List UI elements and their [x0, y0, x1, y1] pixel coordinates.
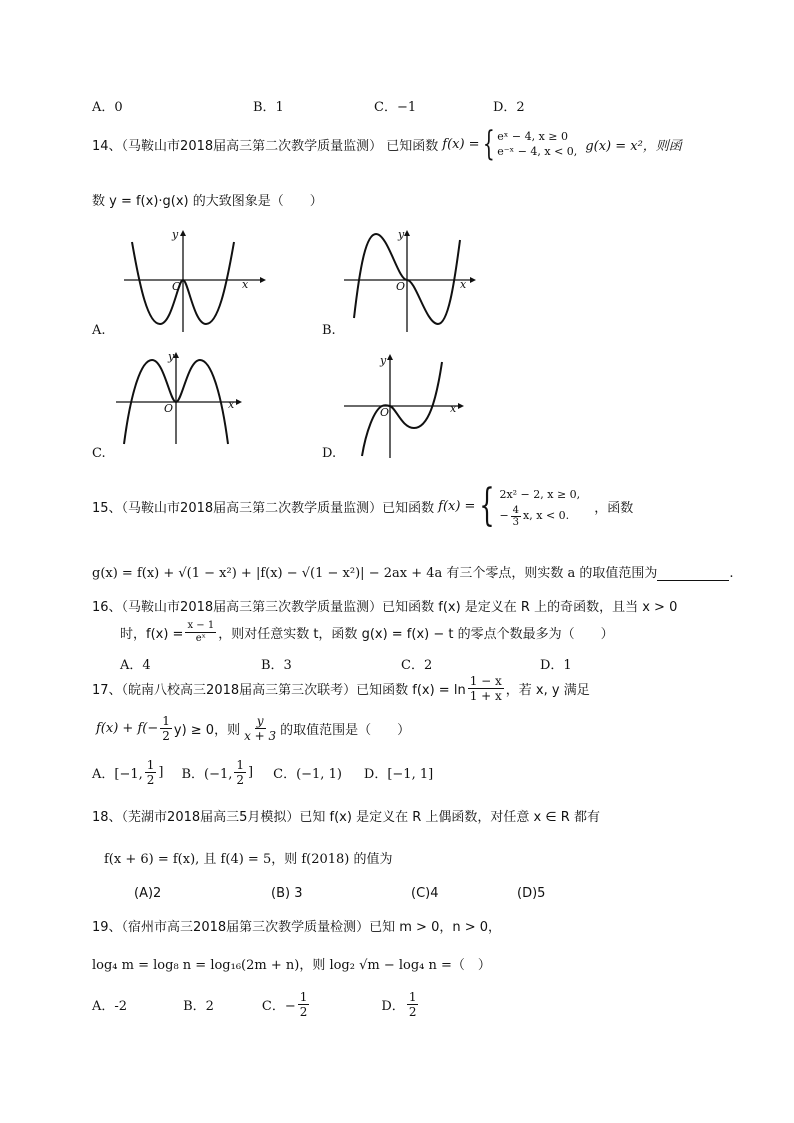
q17-line1-pre: 17、（皖南八校高三2018届高三第三次联考）已知函数 f(x) = ln: [92, 683, 466, 698]
q17-option-a-pre: A．[−1,: [92, 767, 143, 782]
q13-option-d: D．2: [493, 100, 525, 115]
q17-option-c: C．(−1, 1): [273, 767, 342, 782]
q17-ratio-num: y: [256, 714, 264, 728]
q19-option-a: A．-2: [92, 999, 128, 1014]
q13-option-a: A．0: [92, 100, 123, 115]
q19-option-d: [381, 990, 420, 1019]
q19-option-c: [262, 990, 311, 1019]
q17-line2: [96, 714, 410, 743]
q17-option-b-num: 1: [236, 758, 245, 772]
q17-line2-post: 的取值范围是（ ）: [280, 723, 411, 738]
q18-option-d: (D)5: [517, 886, 546, 901]
q19-option-c-den: 2: [299, 1005, 308, 1019]
q17-half-num: 1: [162, 714, 170, 728]
graph-d-y-label: y: [380, 354, 387, 367]
graph-b: [340, 226, 490, 334]
graph-d: [340, 352, 480, 462]
q16-line2-post: ，则对任意实数 t，函数 g(x) = f(x) − t 的零点个数最多为（ ）: [218, 627, 614, 642]
q15-case2-frac: [511, 505, 521, 528]
q16-option-c: C．2: [401, 658, 433, 673]
q16-option-d: D．1: [540, 658, 572, 673]
q19-options: [92, 990, 420, 1019]
q16-frac-num: x − 1: [187, 620, 215, 631]
q17-ln-frac-num: 1 − x: [469, 674, 502, 688]
q15-prefix: 15、（马鞍山市2018届高三第二次教学质量监测）已知函数: [92, 500, 435, 516]
graph-a-label: A.: [92, 323, 106, 338]
q17-option-a-den: 2: [146, 773, 155, 787]
q17-option-b: [181, 758, 253, 787]
q19-option-c-pre: C．−: [261, 999, 296, 1014]
q17-ratio-den: x + 3: [244, 729, 277, 743]
q19-line2: log₄ m = log₈ n = log₁₆(2m + n)，则 log₂ √m − log₄ n =（ ）: [92, 958, 491, 973]
q15-case2: [499, 505, 580, 528]
q15-stem: [92, 480, 634, 531]
q15-case2-sign: −: [499, 509, 509, 522]
q16-line2: [120, 620, 614, 645]
q14-gx: g(x) = x²，则函: [585, 138, 682, 154]
q19-option-d-frac: [407, 990, 419, 1019]
graph-a: [120, 228, 270, 336]
q17-option-a-frac: [145, 758, 157, 787]
q17-option-a-num: 1: [146, 758, 155, 772]
q17-option-a: [92, 758, 163, 787]
q14-case2: e⁻ˣ − 4, x < 0,: [497, 145, 578, 158]
q15-fx-label: f(x) =: [438, 498, 476, 514]
q17-half-frac: [160, 714, 172, 743]
q18-option-a: (A)2: [134, 886, 162, 901]
q19-option-b: B．2: [183, 999, 214, 1014]
graph-d-label: D.: [322, 446, 337, 461]
q16-option-b: B．3: [261, 658, 292, 673]
graph-a-x-label: x: [242, 278, 249, 291]
graph-b-y-label: y: [398, 228, 405, 241]
graph-c-origin: O: [164, 402, 174, 415]
graph-c-x-label: x: [228, 398, 235, 411]
q15-cases: [499, 485, 580, 528]
q14-fx-label: f(x) =: [442, 136, 480, 152]
q15-end: .: [729, 566, 734, 581]
q15-answer-blank: [657, 568, 729, 581]
q18-line2: f(x + 6) = f(x), 且 f(4) = 5，则 f(2018) 的值为: [104, 852, 393, 867]
q14-stem: [92, 124, 682, 164]
q17-half-den: 2: [162, 729, 170, 743]
q13-option-b: B．1: [253, 100, 284, 115]
q17-option-b-den: 2: [236, 773, 245, 787]
q17-ln-frac-den: 1 + x: [469, 689, 502, 703]
q15-case1: 2x² − 2, x ≥ 0,: [499, 487, 581, 501]
q19-option-d-num: 1: [408, 990, 417, 1004]
graph-c-y-label: y: [168, 350, 175, 363]
q14-prefix: 14、（马鞍山市2018届高三第二次教学质量监测） 已知函数: [92, 138, 439, 154]
q17-line2-mid: y) ≥ 0，则: [173, 723, 241, 738]
q17-line1-post: ，若 x, y 满足: [505, 683, 590, 698]
q16-frac: [185, 620, 216, 645]
q14-cases: [497, 129, 577, 159]
q16-frac-den: eˣ: [195, 633, 206, 644]
q15-case2-post: x, x < 0.: [523, 509, 570, 522]
q19-option-c-num: 1: [299, 990, 308, 1004]
q19-option-d-den: 2: [408, 1005, 417, 1019]
q17-option-d: D．[−1, 1]: [363, 767, 434, 782]
graph-a-y-label: y: [172, 228, 179, 241]
q14-case1: eˣ − 4, x ≥ 0: [497, 130, 569, 143]
q15-case2-num: 4: [512, 504, 520, 516]
q17-options: [92, 758, 433, 787]
q16-option-a: A．4: [120, 658, 151, 673]
q14-line2: 数 y = f(x)·g(x) 的大致图象是（ ）: [92, 194, 323, 209]
graph-b-label: B.: [322, 323, 336, 338]
q15-brace: {: [479, 480, 496, 531]
q15-line2-text: g(x) = f(x) + √(1 − x²) + |f(x) − √(1 − x²)| − 2ax + 4a 有三个零点，则实数 a 的取值范围为: [92, 566, 658, 581]
q17-line2-pre: f(x) + f(−: [96, 721, 159, 736]
q18-line1: 18、（芜湖市2018届高三5月模拟）已知 f(x) 是定义在 R 上偶函数，对任意 x ∈ R 都有: [92, 810, 600, 825]
graph-b-origin: O: [396, 280, 406, 293]
q19-line1: 19、（宿州市高三2018届第三次教学质量检测）已知 m > 0，n > 0，: [92, 920, 502, 935]
q13-option-c: C．−1: [374, 100, 417, 115]
graph-a-origin: O: [172, 280, 182, 293]
q16-line2-pre: 时，f(x) =: [120, 627, 184, 642]
q17-option-b-frac: [234, 758, 246, 787]
q17-ln-frac: [468, 674, 504, 703]
graph-c-label: C.: [92, 446, 106, 461]
graph-c: [112, 350, 262, 448]
graph-b-x-label: x: [460, 278, 467, 291]
graph-d-origin: O: [380, 406, 390, 419]
q18-option-c: (C)4: [411, 886, 439, 901]
q17-option-a-post: ]: [158, 765, 164, 780]
q19-option-d-pre: D．: [381, 999, 405, 1014]
q19-option-c-frac: [298, 990, 310, 1019]
graph-d-x-label: x: [450, 402, 457, 415]
q18-option-b: (B) 3: [271, 886, 303, 901]
q17-option-b-post: ]: [248, 765, 254, 780]
q15-case2-den: 3: [512, 516, 520, 528]
q17-line1: [92, 674, 590, 703]
q14-brace: {: [482, 124, 495, 164]
q16-line1: 16、（马鞍山市2018届高三第三次教学质量监测）已知函数 f(x) 是定义在 R 上的奇函数，且当 x > 0: [92, 600, 678, 615]
q15-suffix: ，函数: [594, 500, 634, 516]
q17-ratio-frac: [242, 714, 278, 743]
q15-line2: [92, 562, 734, 581]
q17-option-b-pre: B．(−1,: [181, 767, 233, 782]
